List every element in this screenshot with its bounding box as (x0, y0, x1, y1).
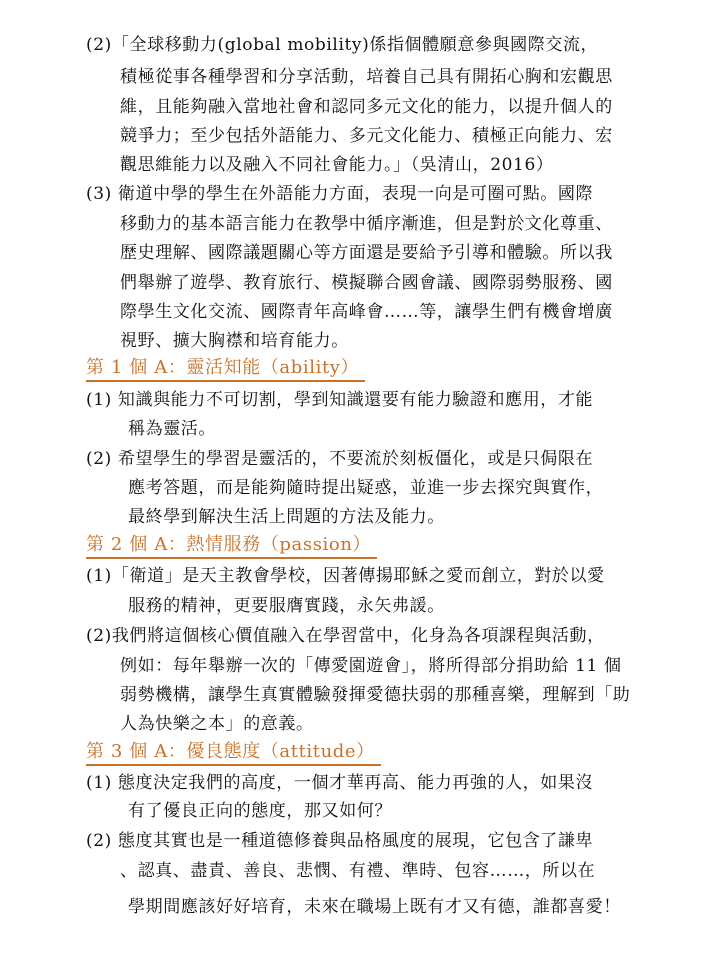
paragraph-line (86, 564, 605, 588)
text-line: 衛道中學的學生在外語能力方面，表現一向是可圈可點。國際 (117, 184, 594, 204)
section-heading-ability: 第 1 個 A：靈活知能（ability） (86, 356, 365, 382)
text-line: 「衛道」是天主教會學校，因著傳揚耶穌之愛而創立，對於以愛 (111, 566, 605, 586)
paragraph-line: 際學生文化交流、國際青年高峰會……等，讓學生們有機會增廣 (120, 302, 613, 322)
text-line: 我們將這個核心價值融入在學習當中，化身為各項課程與活動， (111, 626, 605, 646)
list-number: (1) (86, 773, 112, 793)
list-number: (2) (86, 35, 112, 55)
paragraph-line: 學期間應該好好培育，未來在職場上既有才又有德，誰都喜愛！ (128, 897, 621, 917)
paragraph-line: 、認真、盡責、善良、悲憫、有禮、準時、包容……，所以在 (120, 861, 596, 881)
paragraph-line: 維，且能夠融入當地社會和認同多元文化的能力，以提升個人的 (120, 97, 613, 117)
text-line: 態度其實也是一種道德修養與品格風度的展現，它包含了謙卑 (117, 831, 594, 851)
paragraph-line: 視野、擴大胸襟和培育能力。 (120, 331, 349, 351)
paragraph-line (86, 829, 593, 853)
list-number: (3) (86, 184, 112, 204)
paragraph-line: 觀思維能力以及融入不同社會能力。」（吳清山，2016） (120, 155, 554, 175)
list-number: (2) (86, 831, 112, 851)
paragraph-line (86, 182, 593, 206)
text-line: 「全球移動力(global mobility)係指個體願意參與國際交流， (111, 35, 599, 55)
paragraph-line: 積極從事各種學習和分享活動，培養自己具有開拓心胸和宏觀思 (120, 67, 613, 87)
list-number: (2) (86, 626, 112, 646)
paragraph-line: 競爭力；至少包括外語能力、多元文化能力、積極正向能力、宏 (120, 126, 613, 146)
list-number: (1) (86, 566, 112, 586)
paragraph-line: 服務的精神，更要服膺實踐，永矢弗諼。 (128, 596, 445, 616)
paragraph-line (86, 624, 605, 648)
paragraph-line: 歷史理解、國際議題關心等方面還是要給予引導和體驗。所以我 (120, 243, 613, 263)
text-line: 知識與能力不可切割，學到知識還要有能力驗證和應用，才能 (117, 390, 594, 410)
paragraph-line (86, 771, 593, 795)
paragraph-line: 應考答題，而是能夠隨時提出疑惑，並進一步去探究與實作， (128, 478, 604, 498)
text-line: 希望學生的學習是靈活的，不要流於刻板僵化，或是只侷限在 (117, 449, 594, 469)
paragraph-line: 稱為靈活。 (128, 419, 216, 439)
paragraph-line: 移動力的基本語言能力在教學中循序漸進，但是對於文化尊重、 (120, 214, 613, 234)
list-number: (2) (86, 449, 112, 469)
section-heading-passion: 第 2 個 A：熱情服務（passion） (86, 533, 377, 559)
paragraph-line: 有了優良正向的態度，那又如何？ (128, 801, 392, 821)
paragraph-line: 人為快樂之本」的意義。 (120, 714, 314, 734)
paragraph-line (86, 388, 593, 412)
paragraph-line: 們舉辦了遊學、教育旅行、模擬聯合國會議、國際弱勢服務、國 (120, 273, 613, 293)
paragraph-line: 最終學到解決生活上問題的方法及能力。 (128, 507, 445, 527)
paragraph-line: 例如：每年舉辦一次的「傳愛園遊會」，將所得部分捐助給 11 個 (120, 656, 622, 676)
section-heading-attitude: 第 3 個 A：優良態度（attitude） (86, 740, 381, 766)
paragraph-line: 弱勢機構，讓學生真實體驗發揮愛德扶弱的那種喜樂，理解到「助 (120, 685, 631, 705)
list-number: (1) (86, 390, 112, 410)
paragraph-line (86, 33, 598, 57)
text-line: 態度決定我們的高度，一個才華再高、能力再強的人，如果沒 (117, 773, 594, 793)
paragraph-line (86, 447, 593, 471)
